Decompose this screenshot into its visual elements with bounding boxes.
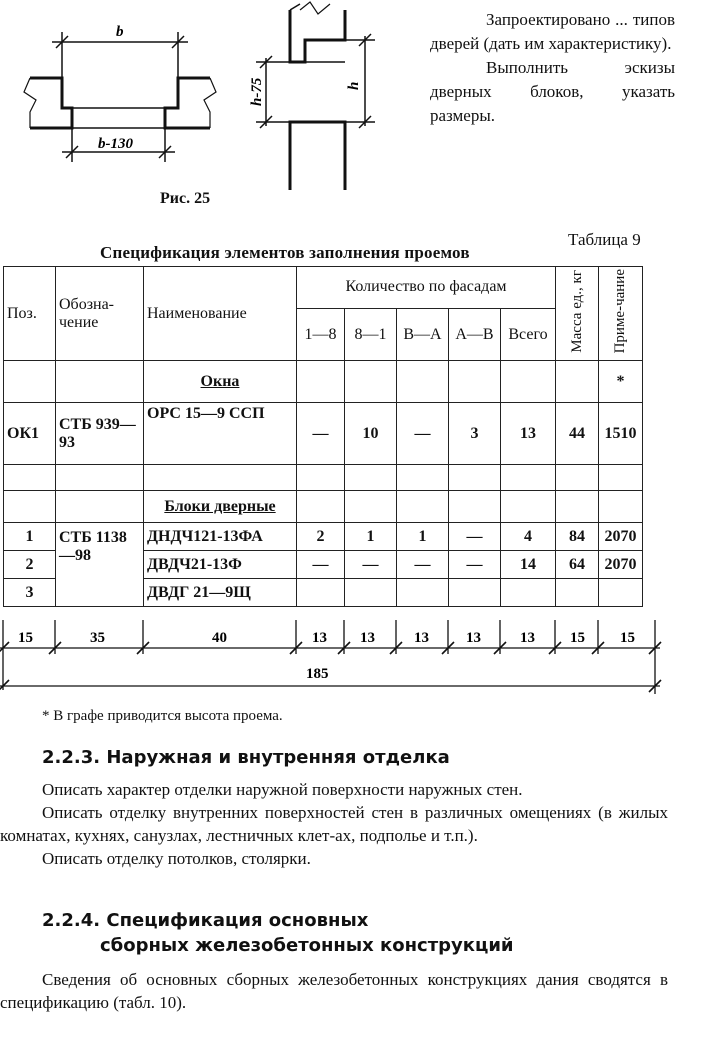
dim-b-label: b <box>116 24 124 40</box>
ok1-f3: — <box>397 403 449 465</box>
para-224-1: Сведения об основных сборных железобетонных конструкциях дания сводятся в спецификацию (табл. 10). <box>0 970 668 1012</box>
heading-224-line2: сборных железобетонных конструкций <box>100 935 514 956</box>
task-line-2: Выполнить эскизы дверных блоков, указать размеры. <box>430 58 675 125</box>
door1-f4: — <box>449 523 501 551</box>
figure-caption: Рис. 25 <box>160 190 211 207</box>
header-mass-cell <box>556 267 599 361</box>
door3-pos: 3 <box>4 579 56 607</box>
para-223-3: Описать отделку потолков, столярки. <box>42 849 311 868</box>
door3-mass <box>556 579 599 607</box>
specification-table <box>3 266 643 607</box>
para-223-1: Описать характер отделки наружной поверхности наружных стен. <box>42 780 523 799</box>
width-f2: 13 <box>360 630 375 646</box>
door2-f1: — <box>297 551 345 579</box>
ok1-f1: — <box>297 403 345 465</box>
section-doors: Блоки дверные <box>164 497 276 515</box>
section-224-body <box>0 968 668 1014</box>
ok1-oboz: СТБ 939—93 <box>56 403 144 465</box>
ok1-total: 13 <box>501 403 556 465</box>
width-pos: 15 <box>18 630 33 646</box>
door2-name: ДВДЧ21-13Ф <box>144 551 297 579</box>
dim-b130-label: b-130 <box>98 136 133 152</box>
ok1-f4: 3 <box>449 403 501 465</box>
plan-right-wall <box>165 78 210 128</box>
header-f2: 8—1 <box>345 308 397 360</box>
door1-total: 4 <box>501 523 556 551</box>
figure-25-drawing <box>0 0 420 190</box>
header-name: Наименование <box>144 267 297 361</box>
door-oboz: СТБ 1138—98 <box>56 523 144 607</box>
width-note: 15 <box>620 630 635 646</box>
door1-name: ДНДЧ121-13ФА <box>144 523 297 551</box>
table-row <box>4 465 643 491</box>
heading-224-line1: 2.2.4. Спецификация основных <box>42 910 369 931</box>
heading-223: 2.2.3. Наружная и внутренняя отделка <box>42 747 450 768</box>
door2-f4: — <box>449 551 501 579</box>
width-f1: 13 <box>312 630 327 646</box>
width-name: 40 <box>212 630 227 646</box>
header-note-cell <box>599 267 643 361</box>
header-total: Всего <box>501 308 556 360</box>
door2-f3: — <box>397 551 449 579</box>
width-f4: 13 <box>466 630 481 646</box>
door3-name: ДВДГ 21—9Щ <box>144 579 297 607</box>
ok1-mass: 44 <box>556 403 599 465</box>
ok1-f2: 10 <box>345 403 397 465</box>
header-f1: 1—8 <box>297 308 345 360</box>
header-note: Приме-чание <box>612 269 628 354</box>
section-windows: Окна <box>200 372 240 390</box>
door3-f3 <box>397 579 449 607</box>
table-title: Спецификация элементов заполнения проемов <box>100 243 470 262</box>
door3-f1 <box>297 579 345 607</box>
overall-width: 185 <box>306 666 329 682</box>
para-223-2: Описать отделку внутренних поверхностей стен в различных омещениях (в жилых комнатах, кухнях, санузлах, лестничных клет-ах, подполье и т.п.). <box>0 803 668 845</box>
door1-f3: 1 <box>397 523 449 551</box>
width-oboz: 35 <box>90 630 105 646</box>
ok1-note: 1510 <box>599 403 643 465</box>
dim-h75-label: h-75 <box>249 77 265 106</box>
door2-mass: 64 <box>556 551 599 579</box>
ok1-pos: ОК1 <box>4 403 56 465</box>
table-row <box>4 523 643 551</box>
table-row <box>4 361 643 403</box>
door3-f4 <box>449 579 501 607</box>
header-qty: Количество по фасадам <box>297 267 556 309</box>
section-223-body <box>0 778 668 870</box>
dim-h-label: h <box>346 81 362 90</box>
door2-note: 2070 <box>599 551 643 579</box>
task-text <box>430 8 675 128</box>
table-number: Таблица 9 <box>568 230 641 249</box>
width-mass: 15 <box>570 630 585 646</box>
door1-f2: 1 <box>345 523 397 551</box>
table-row <box>4 403 643 465</box>
star-mark: * <box>599 361 643 403</box>
header-pos: Поз. <box>4 267 56 361</box>
header-mass: Масса ед., кг <box>568 269 585 353</box>
door3-f2 <box>345 579 397 607</box>
door2-f2: — <box>345 551 397 579</box>
header-f4: А—В <box>449 308 501 360</box>
door1-note: 2070 <box>599 523 643 551</box>
table-row <box>4 491 643 523</box>
width-f3: 13 <box>414 630 429 646</box>
plan-left-wall <box>30 78 72 128</box>
door2-pos: 2 <box>4 551 56 579</box>
table-dimension-lines <box>0 620 701 700</box>
door3-total <box>501 579 556 607</box>
header-f3: В—А <box>397 308 449 360</box>
door1-pos: 1 <box>4 523 56 551</box>
door1-mass: 84 <box>556 523 599 551</box>
door1-f1: 2 <box>297 523 345 551</box>
header-oboz: Обозна-чение <box>56 267 144 361</box>
door2-total: 14 <box>501 551 556 579</box>
ok1-name: ОРС 15—9 ССП <box>144 403 297 465</box>
width-total: 13 <box>520 630 535 646</box>
task-line-1: Запроектировано ... типов дверей (дать им характеристику). <box>430 10 675 53</box>
door3-note <box>599 579 643 607</box>
footnote: * В графе приводится высота проема. <box>42 708 283 724</box>
